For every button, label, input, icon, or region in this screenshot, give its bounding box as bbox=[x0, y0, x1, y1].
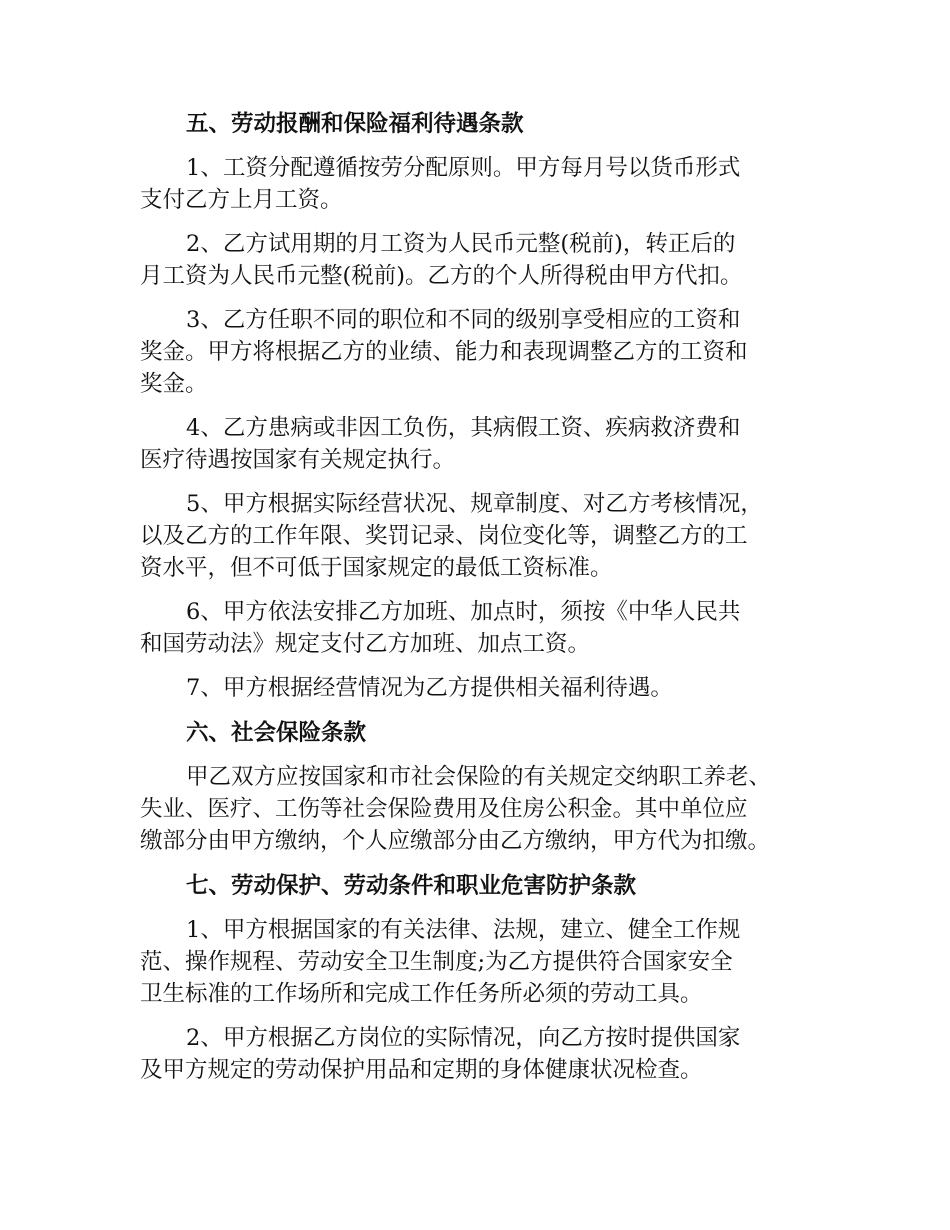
paragraph-line: 3、乙方任职不同的职位和不同的级别享受相应的工资和 bbox=[186, 307, 741, 333]
paragraph bbox=[140, 152, 830, 216]
paragraph-line: 6、甲方依法安排乙方加班、加点时，须按《中华人民共 bbox=[186, 599, 741, 625]
paragraph-line: 1、工资分配遵循按劳分配原则。甲方每月号以货币形式 bbox=[186, 155, 741, 181]
paragraph-line: 4、乙方患病或非因工负伤，其病假工资、疾病救济费和 bbox=[186, 415, 741, 441]
paragraph-line: 范、操作规程、劳动安全卫生制度;为乙方提供符合国家安全 bbox=[140, 949, 733, 975]
paragraph-line: 甲乙双方应按国家和市社会保险的有关规定交纳职工养老、 bbox=[186, 764, 772, 790]
paragraph-line: 1、甲方根据国家的有关法律、法规，建立、健全工作规 bbox=[186, 917, 741, 943]
paragraph bbox=[140, 488, 830, 584]
paragraph bbox=[140, 596, 830, 660]
paragraph-line: 资水平，但不可低于国家规定的最低工资标准。 bbox=[140, 555, 613, 581]
paragraph-line: 2、甲方根据乙方岗位的实际情况，向乙方按时提供国家 bbox=[186, 1025, 741, 1051]
section-heading: 六、社会保险条款 bbox=[186, 720, 367, 746]
paragraph-line: 医疗待遇按国家有关规定执行。 bbox=[140, 447, 456, 473]
paragraph-line: 月工资为人民币元整(税前)。乙方的个人所得税由甲方代扣。 bbox=[140, 263, 743, 289]
document-body bbox=[140, 107, 830, 1098]
paragraph-line: 5、甲方根据实际经营状况、规章制度、对乙方考核情况， bbox=[186, 491, 763, 517]
paragraph bbox=[140, 228, 830, 292]
paragraph bbox=[140, 914, 830, 1010]
section-heading: 五、劳动报酬和保险福利待遇条款 bbox=[186, 111, 524, 137]
paragraph-line: 支付乙方上月工资。 bbox=[140, 187, 343, 213]
paragraph-line: 卫生标准的工作场所和完成工作任务所必须的劳动工具。 bbox=[140, 981, 703, 1007]
paragraph-line: 7、甲方根据经营情况为乙方提供相关福利待遇。 bbox=[186, 675, 673, 701]
paragraph-line: 以及乙方的工作年限、奖罚记录、岗位变化等，调整乙方的工 bbox=[140, 523, 748, 549]
paragraph-line: 奖金。 bbox=[140, 371, 208, 397]
paragraph bbox=[140, 672, 830, 704]
paragraph-line: 缴部分由甲方缴纳，个人应缴部分由乙方缴纳，甲方代为扣缴。 bbox=[140, 828, 771, 854]
paragraph-line: 及甲方规定的劳动保护用品和定期的身体健康状况检查。 bbox=[140, 1057, 703, 1083]
paragraph-line: 和国劳动法》规定支付乙方加班、加点工资。 bbox=[140, 631, 591, 657]
paragraph-line: 失业、医疗、工伤等社会保险费用及住房公积金。其中单位应 bbox=[140, 796, 748, 822]
paragraph-line: 奖金。甲方将根据乙方的业绩、能力和表现调整乙方的工资和 bbox=[140, 339, 748, 365]
paragraph-line: 2、乙方试用期的月工资为人民币元整(税前)，转正后的 bbox=[186, 231, 736, 257]
paragraph bbox=[140, 761, 830, 857]
paragraph bbox=[140, 412, 830, 476]
paragraph bbox=[140, 1022, 830, 1086]
paragraph bbox=[140, 304, 830, 400]
section-heading: 七、劳动保护、劳动条件和职业危害防护条款 bbox=[186, 873, 637, 899]
